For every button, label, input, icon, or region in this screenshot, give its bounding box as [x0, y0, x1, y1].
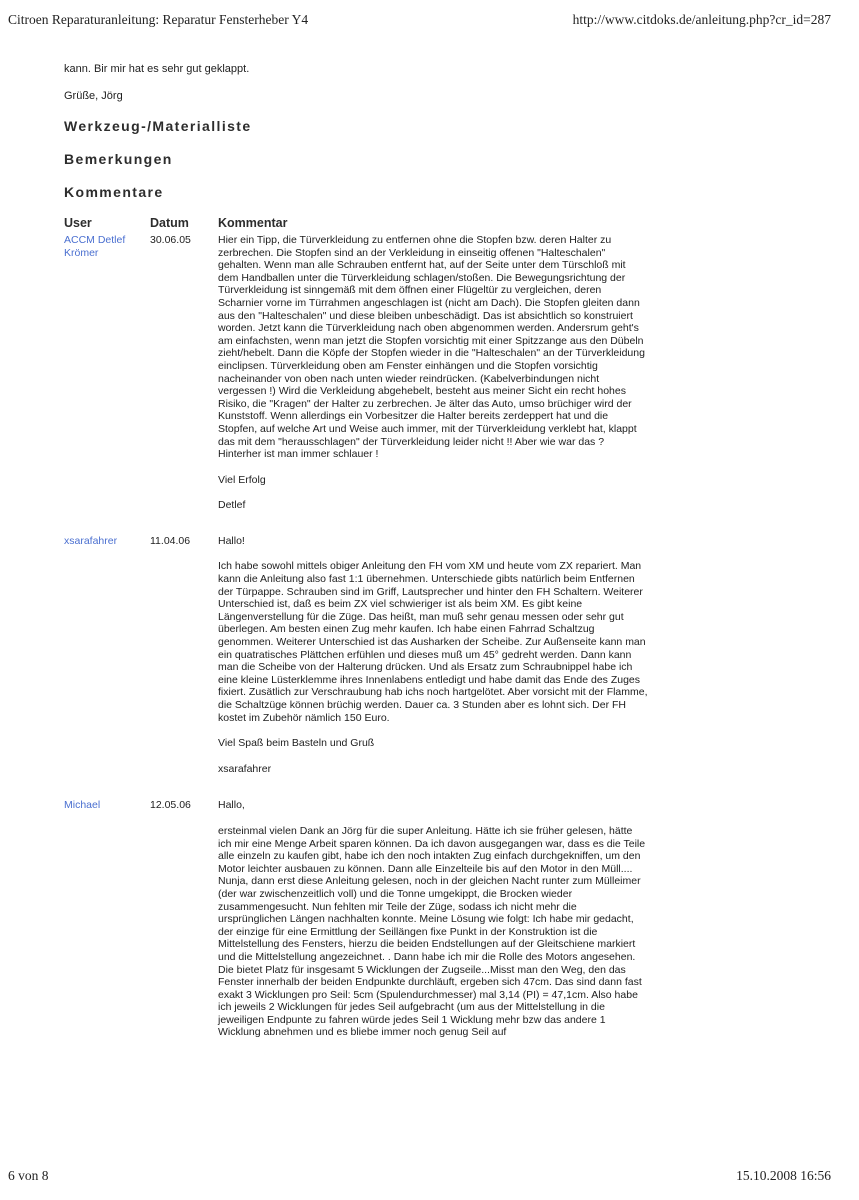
section-title-tools: Werkzeug-/Materialliste — [64, 118, 252, 134]
comment-paragraph: Ich habe sowohl mittels obiger Anleitung den FH vom XM und heute vom ZX repariert. Man kann die Anleitung also fast 1:1 übernehmen. Unterschiede gibts natürlich beim Entfernen der Türpappe. Schrauben sind im Griff, Lautsprecher und hinter den FH Schaltern. Weiterer Unterschied ist, daß es beim ZX viel schwieriger ist als beim XM. Es gibt keine Längenverstellung für die Züge. Das heißt, man muß sehr genau messen oder sehr gut überlegen. Am besten einen Zug mehr kaufen. Ich habe einen Fahrrad Schaltzug genommen. Weiterer Unterschied ist das Ausharken der Scheibe. Zur Außenseite kann man ein quatratisches Plättchen erfühlen und dieses muß um 45° gedreht werden. Dann kann man die Scheibe von der Halterung drücken. Und als Ersatz zum Schraubnippel habe ich eine kleine Lüsterklemme ihres Innenlabens entledigt und habe damit das Ende des Zuges fixiert. Zusätlich zur Verschraubung hab ichs noch hartgelötet. Aber vorsicht mit der Flamme, die Schaltzüge können brüchig werden. Dauer ca. 3 Stunden aber es lohnt sich. Der FH kostet im Zubehör nämlich 150 Euro. — [218, 560, 648, 724]
column-header-user: User — [64, 216, 92, 230]
comment-body — [218, 234, 648, 512]
page-title: Citroen Reparaturanleitung: Reparatur Fensterheber Y4 — [8, 12, 309, 27]
comment-row — [64, 799, 804, 1039]
comment-user-link[interactable]: Michael — [64, 799, 101, 812]
intro-text: kann. Bir mir hat es sehr gut geklappt. — [64, 63, 250, 75]
comment-signature: Detlef — [218, 499, 246, 512]
column-header-date: Datum — [150, 216, 189, 230]
comment-row — [64, 234, 804, 512]
comment-signature: xsarafahrer — [218, 762, 272, 775]
column-header-comment: Kommentar — [218, 216, 288, 230]
comment-user-link[interactable]: ACCM Detlef Krömer — [64, 234, 126, 259]
print-footer — [0, 1168, 859, 1188]
comment-user-link[interactable]: xsarafahrer — [64, 534, 118, 547]
comment-date: 30.06.05 — [150, 234, 191, 246]
print-header — [0, 12, 859, 32]
print-datetime: 15.10.2008 16:56 — [736, 1168, 831, 1183]
comment-date: 11.04.06 — [150, 534, 191, 547]
comment-paragraph: Viel Spaß beim Basteln und Gruß — [218, 737, 375, 750]
intro-greeting: Grüße, Jörg — [64, 90, 123, 102]
comment-date: 12.05.06 — [150, 799, 191, 812]
comment-row — [64, 535, 804, 776]
comment-body — [218, 535, 648, 776]
comment-paragraph: ersteinmal vielen Dank an Jörg für die super Anleitung. Hätte ich sie früher gelesen, hätte ich mir eine Menge Arbeit sparen können. Da ich davon ausgegangen war, dass es die Teile alle einzeln zu kaufen gibt, habe ich den noch intakten Zug einfach durchgekniffen, um den Motor leichter ausbauen zu können. Dann alle Einzelteile bis auf den Motor in den Müll.... Nunja, dann erst diese Anleitung gelesen, noch in der gleichen Nacht runter zum Mülleimer (der war zwischenzeitlich voll) und die Tonne umgekippt, die Brocken wieder zusammengesucht. Nun fehlten mir Teile der Züge, sodass ich nicht mehr die ursprünglichen Längen nachhalten konnte. Meine Lösung wie folgt: Ich habe mir gedacht, der einzige für eine Ermittlung der Seillängen fixe Punkt in der Konstruktion ist die Mittelstellung des Fensters, hierzu die beiden Endstellungen auf der Gleitschiene markiert und die Mittelstellung angezeichnet. . Dann habe ich mir die Rolle des Motors angesehen. Die bietet Platz für insgesamt 5 Wicklungen der Zugseile...Misst man den Weg, den das Fenster innerhalb der beiden Endpunkte durchläuft, ergeben sich 47cm. Das sind dann fast exakt 3 Wicklungen pro Seil: 5cm (Spulendurchmesser) mal 3,14 (PI) = 47,1cm. Also habe ich jeweils 2 Wicklungen für jedes Seil aufgebracht (um aus der Mittelstellung in die jeweiligen Endpunte zu fahren würde jedes Seil 1 Wicklung mehr bzw das andere 1 Wicklung abnehmen und es bliebe immer noch genug Seil auf — [218, 824, 646, 1039]
comment-paragraph: Hallo, — [218, 799, 245, 812]
comment-body — [218, 799, 648, 1039]
page-number: 6 von 8 — [8, 1168, 49, 1183]
comment-paragraph: Hier ein Tipp, die Türverkleidung zu entfernen ohne die Stopfen bzw. deren Halter zu zerbrechen. Die Stopfen sind an der Verkleidung in einseitig offenen "Halteschalen" gehalten. Wenn man alle Schrauben entfernt hat, auf der Seite unter dem Türschloß mit dem Handballen unter die Türverkleidung schlagen/stoßen. Die Bewegungsrichtung der Türverkleidung ist sinngemäß mit dem öffnen einer Flügeltür zu vergleichen, deren Scharnier vorne im Türrahmen angeschlagen ist (nicht am Dach). Die Stopfen gleiten dann aus den "Halteschalen" und diese bleiben unbeschädigt. Das ist absichtlich so konstruiert worden. Jetzt kann die Türverkleidung nach oben abgenommen werden. Andersrum geht's am einfachsten, wenn man jetzt die Stopfen vorsichtig mit einer Spitzzange aus den Dübeln zieht/hebelt. Dann die Köpfe der Stopfen wieder in die "Halteschalen" an der Türverkleidung einclipsen. Türverkleidung oben am Fenster einhängen und die Stopfen vorsichtig nacheinander von oben nach unten wieder reindrücken. (Kabelverbindungen nicht vergessen !) Wird die Verkleidung abgehebelt, besteht aus meiner Sicht ein recht hohes Risiko, die "Kragen" der Halter zu zerbrechen. Je älter das Auto, umso brüchiger wird der Kunststoff. Wenn allerdings ein Vorbesitzer die Halter bereits zerdeppert hat und die Stopfen, auf welche Art und Weise auch immer, mit der Türverkleidung verklebt hat, klappt das mit dem "herausschlagen" der Türverkleidung leider nicht !! Aber wie war das ? Hinterher ist man immer schlauer ! — [218, 234, 645, 461]
section-title-comments: Kommentare — [64, 184, 164, 200]
comment-paragraph: Hallo! — [218, 534, 245, 547]
page-url: http://www.citdoks.de/anleitung.php?cr_id=287 — [572, 12, 831, 27]
comments-table-header — [64, 216, 804, 232]
section-title-remarks: Bemerkungen — [64, 151, 173, 167]
comment-paragraph: Viel Erfolg — [218, 473, 266, 486]
main-content — [64, 62, 804, 1039]
